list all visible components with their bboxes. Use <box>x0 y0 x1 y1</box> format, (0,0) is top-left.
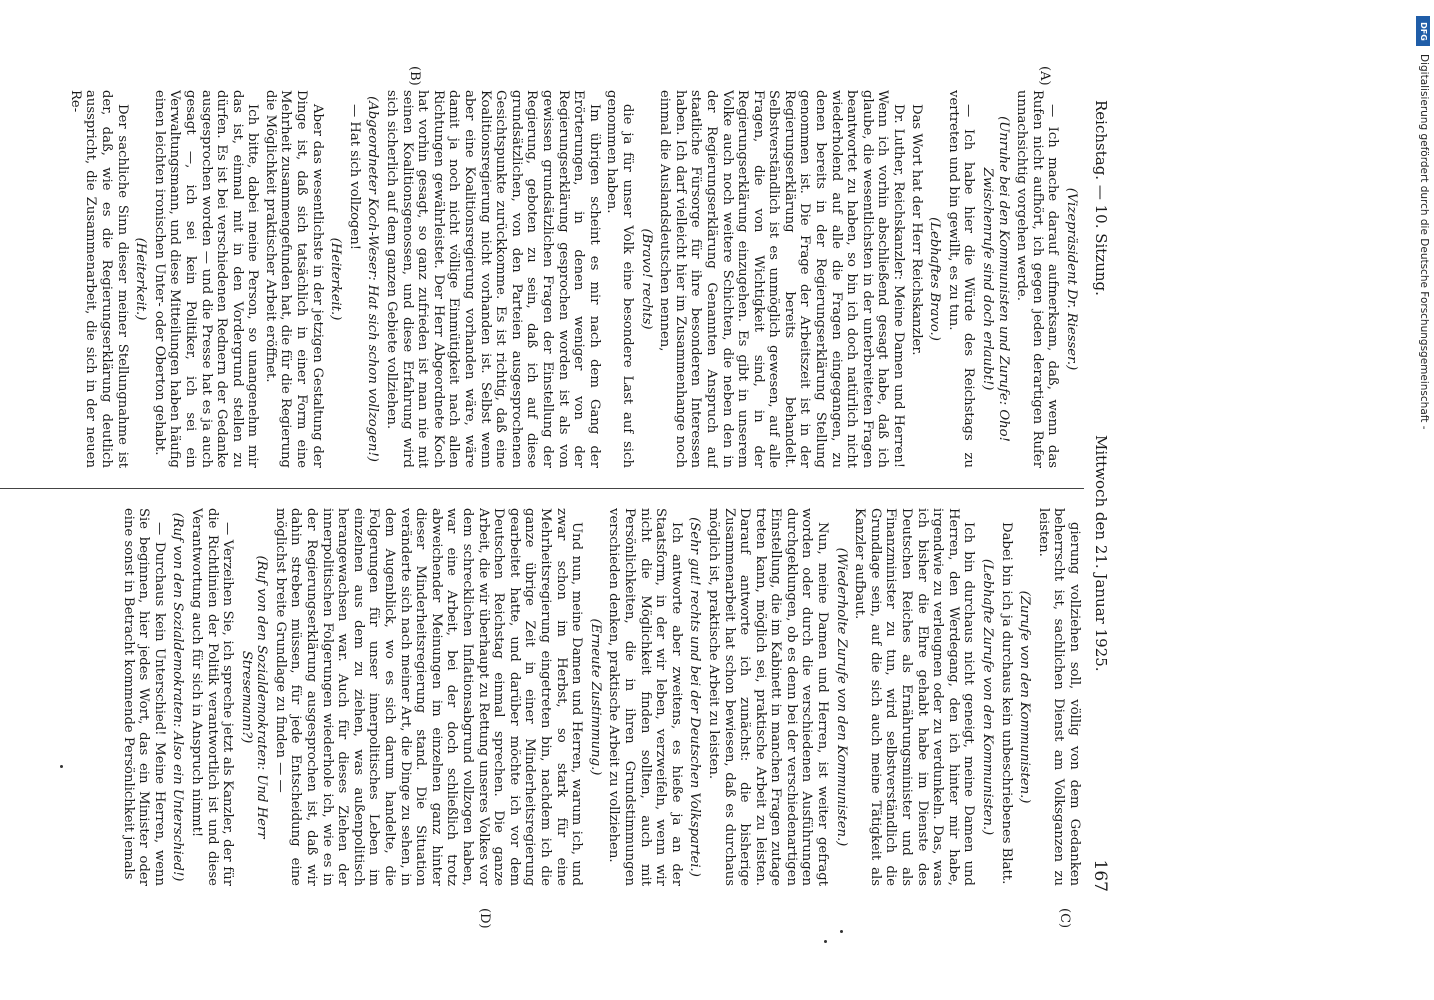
rotated-document-page <box>0 66 1112 929</box>
interjection: (Bravo! rechts) <box>638 228 654 330</box>
paragraph: die ja für unser Volk eine besondere Last auf sich genommen haben. <box>604 90 635 468</box>
paragraph: Aber das wesentlichste in der jetzigen Gestaltung der Dinge ist, daß sich tatsächlich in einer Form eine Mehrheit zusammengefunden hat, die für die Regierung die Möglichkeit praktischer Arbeit eröffnet. <box>262 90 325 468</box>
credit-text: Digitalisierung gefördert durch die Deutsche Forschungsgemeinschaft - <box>1418 54 1430 430</box>
interjection: (Unruhe bei den Kommunisten und Zurufe: Oho! Zwischenrufe sind doch erlaubt!) <box>980 116 1011 442</box>
interjection: (Zurufe von den Kommunisten.) <box>1017 590 1033 804</box>
paragraph: Im übrigen scheint es mir nach dem Gang der Erörterungen, in denen weniger von der Regierungserklärung gesprochen worden ist als von gewissen grundsätzlichen Fragen der Einstellung der Regierung, geboten zu sein, daß ich auf diese grundsätzlichen, von den Parteien ausgesprochenen Gesichtspunkte zurückkomme. Es ist richtig, daß eine Koalitionsregierung nicht vorhanden ist. Selbst wenn aber eine Koalitionsregierung vorhanden wäre, wäre damit ja noch nicht völlige Einmütigkeit nach allen Richtungen gewährleistet. Der Herr Abgeordnete Koch hat vorhin gesagt, so ganz zufrieden ist man nie mit seinen Koalitionsgenossen, und diese Erfahrung wird sich sicherlich auf dem ganzen Gebiete vollziehen. <box>384 90 602 468</box>
paragraph: — Ich habe hier die Würde des Reichstags zu vertreten und bin gewillt, es zu tun. <box>945 90 977 468</box>
speaker-line: (Vizepräsident Dr. Riesser.) <box>1064 187 1079 371</box>
column-divider <box>0 488 1084 489</box>
paragraph: Dabei bin ich ja durchaus kein unbeschriebenes Blatt. <box>998 522 1014 885</box>
header-left: Reichstag. — 10. Sitzung. <box>1092 100 1110 296</box>
paragraph: Und nun, meine Damen und Herren, warum ich, und zwar schon im Herbst, so stark für eine Mehrheitsregierung eingetreten bin, nachdem ich die ganze übrige Zeit in einer Minderheitsregierung gearbeitet hatte, und darüber möchte ich vor dem Deutschen Reichstag einmal sprechen. Die ganze Arbeit, die wir überhaupt zu Rettung unseres Volkes vor dem schrecklichen Inflationsabgrund vollzogen haben, war eine Arbeit, bei der doch schließlich trotz abweichender Meinungen im einzelnen ganz hinter dieser Minderheitsregierung stand. Die Situation veränderte sich nach meiner Art, die Dinge zu sehen, in dem Augenblick, wo es sich darum handelte, die Folgerungen für unser innerpolitisches Leben im einzelnen aus dem zu ziehen, was außenpolitisch herangewachsen war. Auch für dieses Ziehen der innerpolitischen Folgerungen wiederhole ich, wie es in der Regierungserklärung ausgesprochen ist, daß wir dahin streben müssen, für jede Entscheidung eine möglichst breite Grundlage zu finden — — <box>272 508 585 886</box>
interjection: (Heiterkeit.) <box>133 237 149 321</box>
paragraph: Ich antworte aber zweitens, es hieße ja an der Staatsform, in der wir leben, verzweifeln, wenn wir nicht die Möglichkeit finden sollten, auch mit Persönlichkeiten, die in ihren Grundstimmungen verschieden denken, praktische Arbeit zu vollziehen. <box>606 508 684 886</box>
paragraph: — Hat sich vollzogen! <box>346 104 362 251</box>
interjection: (Heiterkeit.) <box>328 237 344 321</box>
paragraph: Dr. Luther, Reichskanzler: Meine Damen und Herren! Wenn ich vorhin abschließend gesagt habe, daß ich glaube, die wesentlichsten in der unterbreiteten Fragen beantwortet zu haben, so bin ich doch natürlich nicht wiederholend auf alle die Fragen eingegangen, zu denen bereits in der Regierungserklärung Stellung genommen ist. Die Frage der Arbeitszeit ist in der Regierungserklärung bereits behandelt. Selbstverständlich ist es unmöglich gewesen, auf alle Fragen, die von Wichtigkeit sind, in der Regierungserklärung einzugehen. Es gibt in unserem Volke auch noch weitere Schichten, die neben den in der Regierungserklärung Genannten Anspruch auf staatliche Fürsorge für ihre besonderen Interessen haben. Ich darf vielleicht hier im Zusammenhange noch einmal die Auslandsdeutschen nennen, <box>657 90 907 468</box>
paragraph: Nun, meine Damen und Herren, ist weiter gefragt worden oder durch die verschiedenen Ausführungen durchgeklungen, ob es denn bei der verschiedenartigen Einstellung, die im Kabinett in manchen Fragen zutage treten kann, möglich sei, praktische Arbeit zu leisten. Darauf antworte ich zunächst: die bisherige Zusammenarbeit hat schon bewiesen, daß es durchaus möglich ist, praktische Arbeit zu leisten. <box>705 508 831 886</box>
paragraph: Ich bitte, dabei meine Person, so unangenehm mir das ist, einmal mit in den Vordergrund stellen zu dürfen. Es ist bei verschiedenen Rednern der Gedanke ausgesprochen worden — und die Presse hat es ja auch gesagt —, ich sei kein Politiker, ich sei ein Verwaltungsmann, und diese Mitteilungen haben häufig einen leichten ironischen Unter- oder Oberton gehabt. <box>151 90 261 468</box>
margin-mark-c: (C) <box>1057 908 1072 929</box>
scan-speck <box>60 765 63 768</box>
paragraph: gierung vollziehen soll, völlig von dem Gedanken beherrscht ist, sachlichen Dienst am Volksganzen zu leisten. <box>1035 508 1082 886</box>
digitization-credit <box>1416 10 1434 990</box>
interjection: (Wiederholte Zurufe von den Kommunisten.) <box>833 547 849 847</box>
interjection: (Lebhafte Zurufe von den Kommunisten.) <box>980 558 996 836</box>
interjection: (Lebhaftes Bravo.) <box>927 217 943 341</box>
interjection: (Ruf von den Sozialdemokraten: Und Herr Stresemann?) <box>238 555 270 839</box>
paragraph: Der sachliche Sinn dieser meiner Stellungnahme ist der, daß, wie es die Regierungserklärung deutlich ausspricht, die Zusammenarbeit, die sich in der neuen Re- <box>67 90 130 468</box>
left-text-column <box>0 90 1082 468</box>
right-text-column <box>0 508 1082 886</box>
paragraph: Ich bin durchaus nicht geneigt, meine Damen und Herren, den Werdegang, den ich hinter mir habe, irgendwie zu verleugnen oder zu verdunkeln. Das, was ich bisher die Ehre gehabt habe im Dienste des Deutschen Reiches als Ernährungsminister und als Finanzminister zu tun, wird selbstverständlich die Grundlage sein, auf die sich auch meine Tätigkeit als Kanzler aufbaut. <box>852 508 977 886</box>
margin-mark-b: (B) <box>407 66 422 86</box>
interjection: (Abgeordneter Koch-Weser: Hat sich schon vollzogen!) <box>365 96 381 462</box>
interjection: (Erneute Zustimmung.) <box>587 618 603 776</box>
interjection: (Sehr gut! rechts und bei der Deutschen Volkspartei.) <box>687 517 703 877</box>
margin-mark-a: (A) <box>1037 66 1052 86</box>
margin-mark-d: (D) <box>477 908 492 929</box>
dfg-logo: DFG <box>1416 16 1430 46</box>
scan-speck <box>824 940 827 943</box>
page-header <box>1088 90 1112 900</box>
paragraph: — Verzeihen Sie, ich spreche jetzt als Kanzler, der für die Richtlinien der Politik verantwortlich ist und diese Verantwortung auch für sich in Anspruch nimmt! <box>188 508 236 886</box>
paragraph: — Ich mache darauf aufmerksam, daß, wenn das Rufen nicht aufhört, ich gegen jeden derartigen Rufer unnachsichtig vorgehen werde. <box>1014 90 1061 468</box>
header-date: Mittwoch den 21. Januar 1925. <box>1092 435 1110 672</box>
page-number: 167 <box>1090 859 1110 892</box>
interjection: (Ruf von den Sozialdemokraten: Also ein Unterschied!) <box>170 512 186 882</box>
scan-speck <box>840 930 843 933</box>
paragraph: — Durchaus kein Unterschied! Meine Herren, wenn Sie beginnen, hier jedes Wort, das ein Minister oder eine sonst in Betracht kommende Persönlichkeit jemals <box>120 508 167 886</box>
paragraph: Das Wort hat der Herr Reichskanzler. <box>908 104 924 356</box>
